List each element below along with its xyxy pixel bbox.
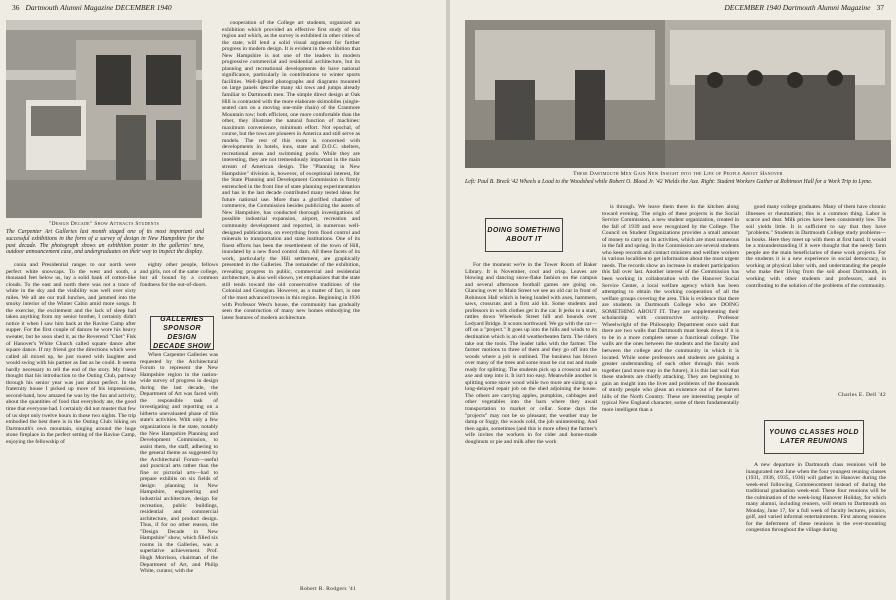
left-running-head	[6, 3, 172, 12]
left-page-number: 36	[12, 3, 20, 12]
young-classes-title: YOUNG CLASSES HOLD LATER REUNIONS	[769, 429, 859, 445]
right-page	[450, 0, 896, 600]
doing-something-box	[485, 218, 563, 252]
left-column-a-text: conia and Presidential ranges to our north were perfect white snowcaps. To the west and south, a thousand feet below us, lay a solid bank of cotton-like clouds. To the east and north there was not a trace of white in the sky and the visibility was well over sixty miles. We all ate our trail lunches, and jammed into the smoky interior of the Winter Cabin amid more songs. It the exercise, the excitement and the lack of sleep had taken anything from my senior brother, I certainly didn't notice it when I saw him back at the Ravine Camp after supper. For the first couple of dances he wore his heavy sweater, but he soon shed it, as the Reverend "Chet" Fisk of Hanover's White Church called square dance after square dance. If my friend got the directions which were called all mixed up, he just roared with laughter and would swing with his partner as fast as he could. It seems hardly necessary to tell the end of the story. My friend thought that his introduction to the Outing Club, partway through his senior year was just about perfect. In the fraternity house I picked up more of his impressions, second-hand, how amazed he was by the fun and activity, about the quantities of food that everybody ate, the good time that everyone had. I certainly did not muster that few of us slept only twelve hours in those two nights. The trip embodied the best there is in the Outing Club: hiking on Dartmouth's own mountain, singing around the huge stone fireplace in the perfect setting of the Ravine Camp, enjoying the fellowship of	[6, 262, 137, 445]
right-column-d-text: is through. We leave them there in the kitchen along toward evening. The origin of these projects is the Social Service Commission, a new student organization, created in the fall of 1939 and now recognized by the College. The Council on Student Organizations provides a small amount of money to carry on its activities, which are most numerous in the fall and spring. In the Commission are several students who keep records and contact ministers and welfare workers in various localities to get information about the most urgent needs. The records show an increase in student participation this fall over last. Another interest of the Commission has been working in collaboration with the Hanover Social Service Center, a local welfare agency which has been attempting to obtain the working cooperation of all the welfare groups covering the area. This is evidence that there are students in Dartmouth College who are DOING SOMETHING ABOUT IT. They are supplementing their scholarship with constructive activity. Professor Wheelwright of the Philosophy Department once said that there are two walls that Dartmouth must break down if it is to be in a more complete sense a functional college. The walls are the ones between the students and the faculty and between the college and the community in which it is located. While some professors and students are gaining a greater understanding of each other through this work together (and more may in the future), it is this last wall that these students are chiefly attacking. They are beginning to gain an insight into the lives and problems of the thousands of sturdy people who glean an existence out of the barren hills of the North Country. These are interesting people of typical New England character, some of them fundamentally more intelligent than a	[602, 204, 739, 413]
right-page-number: 37	[876, 3, 884, 12]
right-column-c	[465, 262, 597, 596]
left-column-b-continuation-text: eighty other people, fellows and girls, not of the same college, but all bound by a common fondness for the out-of-doors.	[140, 262, 218, 288]
young-classes-box	[764, 420, 864, 454]
left-running-head-text: Dartmouth Alumni Magazine DECEMBER 1940	[25, 3, 172, 12]
work-trip-photo-image	[465, 20, 891, 168]
left-photo-caption: The Carpenter Art Galleries last month staged one of its most important and successful exhibitions in the form of a survey of design in New Hampshire for the past decade. The photograph shows an exhibition poster in the galleries' new, outdoor announcement case, and undergraduates on their way to inspect the display.	[6, 229, 204, 256]
left-column-b-article-text: When Carpenter Galleries was requested by the Architectural Forum to represent the New Hampshire region in the nation-wide survey of progress in design during the last decade, the Department of Art was faced with the responsible task of investigating and reporting on a hitherto unevaluated phase of this state's activities. With only a few organizations in the state, notably the New Hampshire Planning and Development Commission, to assist them, the staff, adhering to the general theme as suggested by the Architectural Forum—useful and practical arts rather than the fine or pictorial arts—had to prepare exhibits on six fields of design: planning in New Hampshire, engineering and industrial architecture, design for recreation, public buildings, residential and commercial architecture, and product design. Thus, if for no other reason, the "Design Decade in New Hampshire" show, which filled six rooms in the Galleries, was a superlative achievement. Prof. Hugh Morrison, chairman of the Department of Art, and Philip White, curator, with the	[140, 352, 218, 575]
right-signature: Charles E. Dell '42	[837, 392, 886, 398]
left-column-b-top	[222, 20, 360, 321]
galleries-sponsor-box	[150, 316, 214, 350]
right-column-e-article-text: A new departure in Dartmouth class reunions will be inaugurated next June when the four youngest reuning classes (1931, 1936, 1935, 1936) will gather in Hanover during the week-end following Commencement instead of during the traditional graduation week-end. These four reunions will be the culmination of the week-long Hanover Holiday, for which many alumni, including reuners, will return to Dartmouth on Monday, June 17, for a full week of faculty lectures, picnics, golf, and varied informal entertainments. First among reasons for the deferment of these reunions is the ever-mounting congestion throughout the village during	[746, 462, 886, 534]
left-signature: Robert R. Rodgers '41	[300, 586, 357, 592]
left-column-a	[6, 262, 136, 598]
left-column-b-top-text: cooperation of the College art students, organized an exhibition which provided an effective first study of this region and which, as the survey is exhibited in other cities of the state, will lend a solid visual argument for further progress in modern design. It is evident in the exhibition that New Hampshire is not one of the leaders in modern progressive commercial and residential architecture, but its planning and recreational developments do have national significance, particularly in contributions to winter sports facilities. Well-lighted photographs and diagrams mounted on large panels describe many ski tows and jumps already familiar to Dartmouth men. The simple direct design at Oak Hill is contrasted with the more elaborate skimobiles (single-seated cars on a moving one-mile chain) of the Cranmore Mountain tow; both efficient, one more comfortable than the other, they illustrate the natural function of machines: maximum convenience, minimum effort. Not epochal, of course, but the tows are pioneers in America and still serve as models. The rest of this room is concerned with developments in hotels, inns, state and D.O.C. shelters, recreational areas and swimming pools. While they are interesting, they are not tremendously important in the main stream of American design. The "Planning in New Hampshire" division is, however, of exceptional interest, for the State Planning and Development Commission is firmly entrenched in the front line of state planning experimentation and has in the last decade contributed many tested ideas for future national use. More than a glorified chamber of commerce, the Commission besides publicizing the assets of New Hampshire, has conducted thorough investigations of possible industrial expansion, airport, recreation and community development and reported, in numerous well-designed publications, on everything from flood control and minerals to transportation and state institutions. One of its finest efforts has been the resettlement of the town of Hill, inundated by a new flood control dam. All these facets of its work, particularly the Hill settlement, are graphically presented in the Galleries. The remainder of the exhibition, revealing progress in public, commercial and residential architecture, is also well shown, yet emphasizes that the state still tends toward the old conservative traditions of the Colonial and Georgian. However, as a matter of fact, is one of the most advanced towns in this region. Beginning in 1936 with Professor West's house, the community has gradually seen the construction of many new homes embodying the latest features of modern architecture.	[222, 20, 360, 321]
right-column-d	[602, 204, 739, 596]
left-photo-title: "Design Decade" Show Attracts Students	[48, 221, 160, 227]
right-photo-caption: Left: Paul B. Breck '42 Wheels a Load to the Woodshed while Robert O. Blood Jr. '42 Wields the Axe. Right: Student Workers Gather at Robinson Hall for a Work Trip to Lyme.	[465, 179, 873, 185]
right-column-e-top-text: good many college graduates. Many of them have chronic illnesses or rheumatism; this is a common thing. Labor is scarce and dear. Milk prices have been consistently low. The soil yields little. It is sufficient to say that they have "problems." Students in Dartmouth College study problems—in books. Here they meet up with them at first hand. It would be a misunderstanding if it were thought that the needy farm people are the main beneficiaries of these work projects. For the students it is a new experience in social democracy, in working at physical labor with, and understanding the people who make their living from the soil about Dartmouth, in working with other students and professors, and in contributing to the solution of the problems of the community.	[746, 204, 886, 289]
left-column-c	[222, 282, 360, 584]
doing-something-title: DOING SOMETHING ABOUT IT	[487, 227, 561, 243]
right-column-e-article	[746, 462, 886, 596]
left-column-c-text	[222, 282, 360, 289]
work-trip-photo	[465, 20, 891, 168]
right-running-head	[724, 3, 890, 12]
left-column-b-continuation	[140, 262, 218, 310]
design-decade-photo	[6, 20, 202, 218]
design-decade-photo-image	[6, 20, 202, 218]
right-column-c-text: For the moment we're in the Tower Room of Baker Library. It is November, cool and crisp. Leaves are blowing and dancing snow-flake fashion on the campus and several afternoon football games are going on. Glancing over to Main Street we see an old car in front of Robinson Hall which is being loaded with axes, hammers, saws, crosscuts and a first aid kit. Some students and professors in work clothes get in the car. It jerks to a start, rattles down Wheelock Street hill and bounds over Ledyard Bridge. It scoots northward. We go with the car—off on a "project." It goes up into the hills and winds to its destination which is an old weatherbeaten farm. The riders take out the tools. The leader talks with the farmer. The farmer motions to three of them and they go off into the woods where a job is outlined. The business has blown over many of the trees and some must be cut out and made ready for splitting. The students pick up a crosscut and an axe and step into it. It isn't too easy. Meanwhile another is splitting some stove wood while two more are sizing up a long-delayed repair job on the shed adjoining the house. The others are carrying apples, pumpkins, cabbages and other vegetables into the barn where they await transportation to market or cellar. Some days the "projects" may not be so pleasant; the weather may be damp or foggy, the woods cold, the job uninteresting. And then again, sometimes (and this is more often) the farmer's wife invites the workers in for cider and home-made doughnuts or pie and milk after the work	[465, 262, 597, 445]
left-page	[0, 0, 446, 600]
galleries-sponsor-title: GALLERIES SPONSOR DESIGN DECADE SHOW	[153, 316, 211, 350]
left-column-b-article	[140, 352, 218, 596]
right-photo-title: These Dartmouth Men Gain New Insight into the Life of People About Hanover	[573, 171, 783, 177]
right-column-e-top	[746, 204, 886, 384]
right-running-head-text: DECEMBER 1940 Dartmouth Alumni Magazine	[724, 3, 871, 12]
